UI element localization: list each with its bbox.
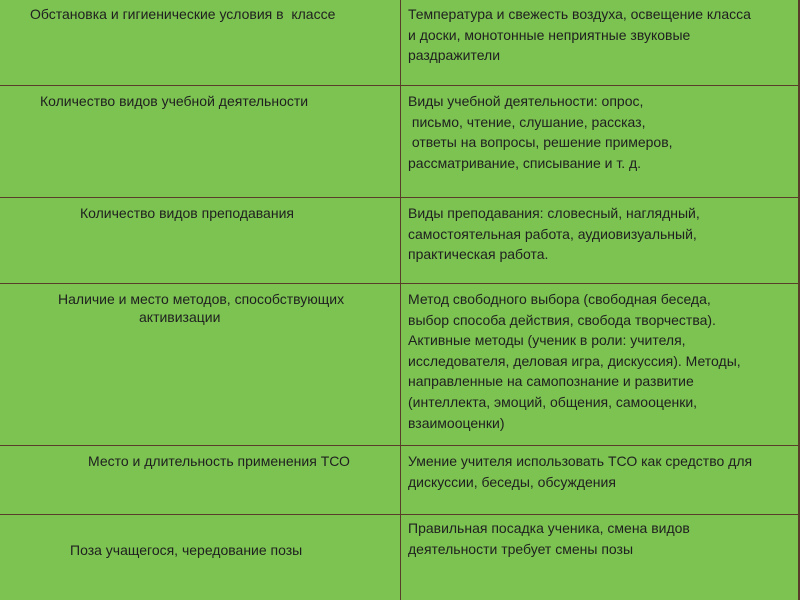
row-3-description xyxy=(408,203,798,265)
row-4-description xyxy=(408,289,798,433)
description-line: Активные методы (ученик в роли: учителя, xyxy=(408,332,686,349)
row-1-factor: Обстановка и гигиенические условия в классе xyxy=(30,6,336,22)
description-line: Метод свободного выбора (свободная беседа, xyxy=(408,291,711,307)
description-line: письмо, чтение, слушание, рассказ, xyxy=(408,113,646,130)
row-4-factor-line-2: активизации xyxy=(139,309,221,325)
row-6-description xyxy=(408,518,798,559)
row-5-factor: Место и длительность применения ТСО xyxy=(88,453,350,469)
description-line: Температура и свежесть воздуха, освещение класса xyxy=(408,6,751,22)
description-line: деятельности требует смены позы xyxy=(408,540,634,557)
description-line: взаимооценки) xyxy=(408,414,505,431)
description-line: самостоятельная работа, аудиовизуальный, xyxy=(408,225,697,242)
description-line: Умение учителя использовать ТСО как средство для xyxy=(408,453,753,469)
description-line: Правильная посадка ученика, смена видов xyxy=(408,520,690,536)
description-line: рассматривание, списывание и т. д. xyxy=(408,154,642,171)
row-2-description xyxy=(408,91,798,173)
row-5-description xyxy=(408,451,798,492)
description-line: ответы на вопросы, решение примеров, xyxy=(408,134,673,151)
description-line: дискуссии, беседы, обсуждения xyxy=(408,473,616,490)
description-line: направленные на самопознание и развитие xyxy=(408,373,694,390)
row-1-description xyxy=(408,4,798,66)
description-line: выбор способа действия, свобода творчества). xyxy=(408,311,716,328)
row-2-factor: Количество видов учебной деятельности xyxy=(40,93,309,109)
description-line: (интеллекта, эмоций, общения, самооценки, xyxy=(408,393,698,410)
row-4-factor-line-1: Наличие и место методов, способствующих xyxy=(58,291,345,307)
row-6-factor: Поза учащегося, чередование позы xyxy=(70,542,303,558)
description-line: Виды учебной деятельности: опрос, xyxy=(408,93,644,109)
description-line: исследователя, деловая игра, дискуссия). Методы, xyxy=(408,352,741,369)
description-line: практическая работа. xyxy=(408,246,549,263)
row-3-factor: Количество видов преподавания xyxy=(80,205,294,221)
description-line: Виды преподавания: словесный, наглядный, xyxy=(408,205,700,221)
description-line: и доски, монотонные неприятные звуковые xyxy=(408,26,691,43)
description-line: раздражители xyxy=(408,47,501,64)
column-divider xyxy=(400,0,401,600)
